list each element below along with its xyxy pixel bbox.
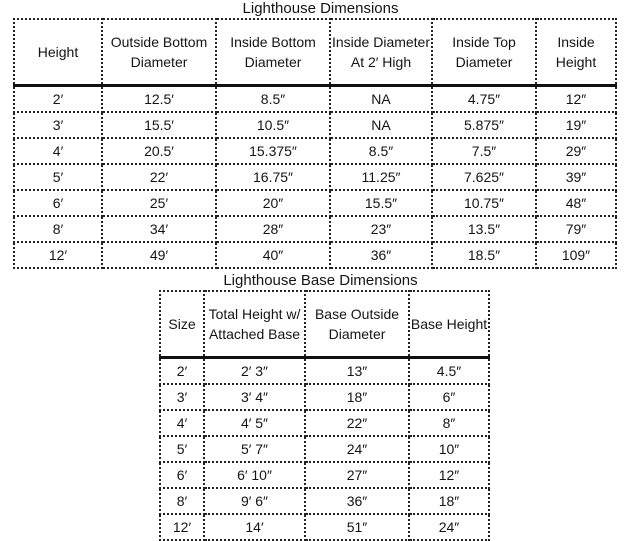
- table-cell: 12.5′: [102, 86, 216, 113]
- table-cell: 4′ 5″: [204, 410, 305, 436]
- column-header-base-height: Base Height: [409, 291, 489, 358]
- table-cell: 49′: [102, 242, 216, 268]
- column-header-inside-diameter-2ft: Inside Diameter At 2′ High: [330, 19, 432, 86]
- table-cell: 5.875″: [432, 112, 536, 138]
- lighthouse-base-dimensions-title: Lighthouse Base Dimensions: [223, 272, 418, 289]
- table-row: [14, 164, 616, 190]
- table-cell: 19″: [536, 112, 616, 138]
- lighthouse-table-body: [14, 86, 616, 269]
- table-cell: 6″: [409, 384, 489, 410]
- table-cell: 2′: [14, 86, 102, 113]
- table-cell: 5′: [14, 164, 102, 190]
- table-cell: 8″: [409, 410, 489, 436]
- table-cell: 15.5′: [102, 112, 216, 138]
- table-cell: NA: [330, 86, 432, 113]
- column-header-inside-top-diameter: Inside Top Diameter: [432, 19, 536, 86]
- table-cell: 36″: [330, 242, 432, 268]
- table-row: [160, 488, 489, 514]
- table-cell: 20″: [216, 190, 330, 216]
- table-cell: 3′ 4″: [204, 384, 305, 410]
- table-cell: 6′: [160, 462, 204, 488]
- table-cell: 15.5″: [330, 190, 432, 216]
- table-cell: 14′: [204, 514, 305, 540]
- table-row: [14, 86, 616, 113]
- table-cell: 11.25″: [330, 164, 432, 190]
- table-cell: 12′: [160, 514, 204, 540]
- table-cell: 24″: [305, 436, 409, 462]
- table-row: [160, 410, 489, 436]
- column-header-inside-bottom-diameter: Inside Bottom Diameter: [216, 19, 330, 86]
- table-cell: 22′: [102, 164, 216, 190]
- lighthouse-table-header: [14, 19, 616, 86]
- table-cell: 3′: [160, 384, 204, 410]
- table-row: [160, 514, 489, 540]
- column-header-height: Height: [14, 19, 102, 86]
- table-cell: 29″: [536, 138, 616, 164]
- table-cell: 36″: [305, 488, 409, 514]
- table-row: [14, 242, 616, 268]
- column-header-base-outside-diameter: Base Outside Diameter: [305, 291, 409, 358]
- table-cell: 48″: [536, 190, 616, 216]
- table-cell: 23″: [330, 216, 432, 242]
- table-cell: 7.625″: [432, 164, 536, 190]
- table-cell: 27″: [305, 462, 409, 488]
- table-cell: 2′ 3″: [204, 358, 305, 385]
- table-row: [14, 216, 616, 242]
- lighthouse-dimensions-title: Lighthouse Dimensions: [242, 0, 399, 17]
- table-cell: 51″: [305, 514, 409, 540]
- table-cell: 10″: [409, 436, 489, 462]
- table-cell: 6′: [14, 190, 102, 216]
- table-row: [160, 384, 489, 410]
- table-cell: 13.5″: [432, 216, 536, 242]
- table-row: [160, 462, 489, 488]
- column-header-outside-bottom-diameter: Outside Bottom Diameter: [102, 19, 216, 86]
- table-cell: 4.75″: [432, 86, 536, 113]
- table-cell: 18″: [409, 488, 489, 514]
- table-cell: NA: [330, 112, 432, 138]
- column-header-inside-height: Inside Height: [536, 19, 616, 86]
- table-cell: 4.5″: [409, 358, 489, 385]
- table-cell: 8′: [14, 216, 102, 242]
- lighthouse-base-dimensions-table: [159, 290, 490, 541]
- table-cell: 18.5″: [432, 242, 536, 268]
- base-table-header: [160, 291, 489, 358]
- table-cell: 10.75″: [432, 190, 536, 216]
- table-cell: 24″: [409, 514, 489, 540]
- table-cell: 12″: [409, 462, 489, 488]
- table-cell: 25′: [102, 190, 216, 216]
- table-cell: 22″: [305, 410, 409, 436]
- table-cell: 12′: [14, 242, 102, 268]
- table-row: [160, 358, 489, 385]
- table-cell: 5′: [160, 436, 204, 462]
- header-row: [160, 291, 489, 358]
- table-cell: 79″: [536, 216, 616, 242]
- table-cell: 18″: [305, 384, 409, 410]
- table-cell: 10.5″: [216, 112, 330, 138]
- table-cell: 40″: [216, 242, 330, 268]
- table-cell: 20.5′: [102, 138, 216, 164]
- lighthouse-dimensions-table: [13, 18, 617, 269]
- column-header-size: Size: [160, 291, 204, 358]
- base-table-body: [160, 358, 489, 541]
- header-row: [14, 19, 616, 86]
- table-cell: 15.375″: [216, 138, 330, 164]
- table-cell: 34′: [102, 216, 216, 242]
- table-cell: 8.5″: [216, 86, 330, 113]
- table-cell: 7.5″: [432, 138, 536, 164]
- table-cell: 9′ 6″: [204, 488, 305, 514]
- table-cell: 4′: [14, 138, 102, 164]
- table-row: [14, 190, 616, 216]
- table-cell: 3′: [14, 112, 102, 138]
- table-row: [14, 112, 616, 138]
- table-cell: 8.5″: [330, 138, 432, 164]
- table-cell: 13″: [305, 358, 409, 385]
- table-cell: 8′: [160, 488, 204, 514]
- table-cell: 39″: [536, 164, 616, 190]
- table-cell: 12″: [536, 86, 616, 113]
- table-cell: 2′: [160, 358, 204, 385]
- column-header-total-height: Total Height w/ Attached Base: [204, 291, 305, 358]
- table-row: [14, 138, 616, 164]
- table-cell: 4′: [160, 410, 204, 436]
- table-cell: 28″: [216, 216, 330, 242]
- table-cell: 109″: [536, 242, 616, 268]
- table-cell: 16.75″: [216, 164, 330, 190]
- table-cell: 5′ 7″: [204, 436, 305, 462]
- table-cell: 6′ 10″: [204, 462, 305, 488]
- table-row: [160, 436, 489, 462]
